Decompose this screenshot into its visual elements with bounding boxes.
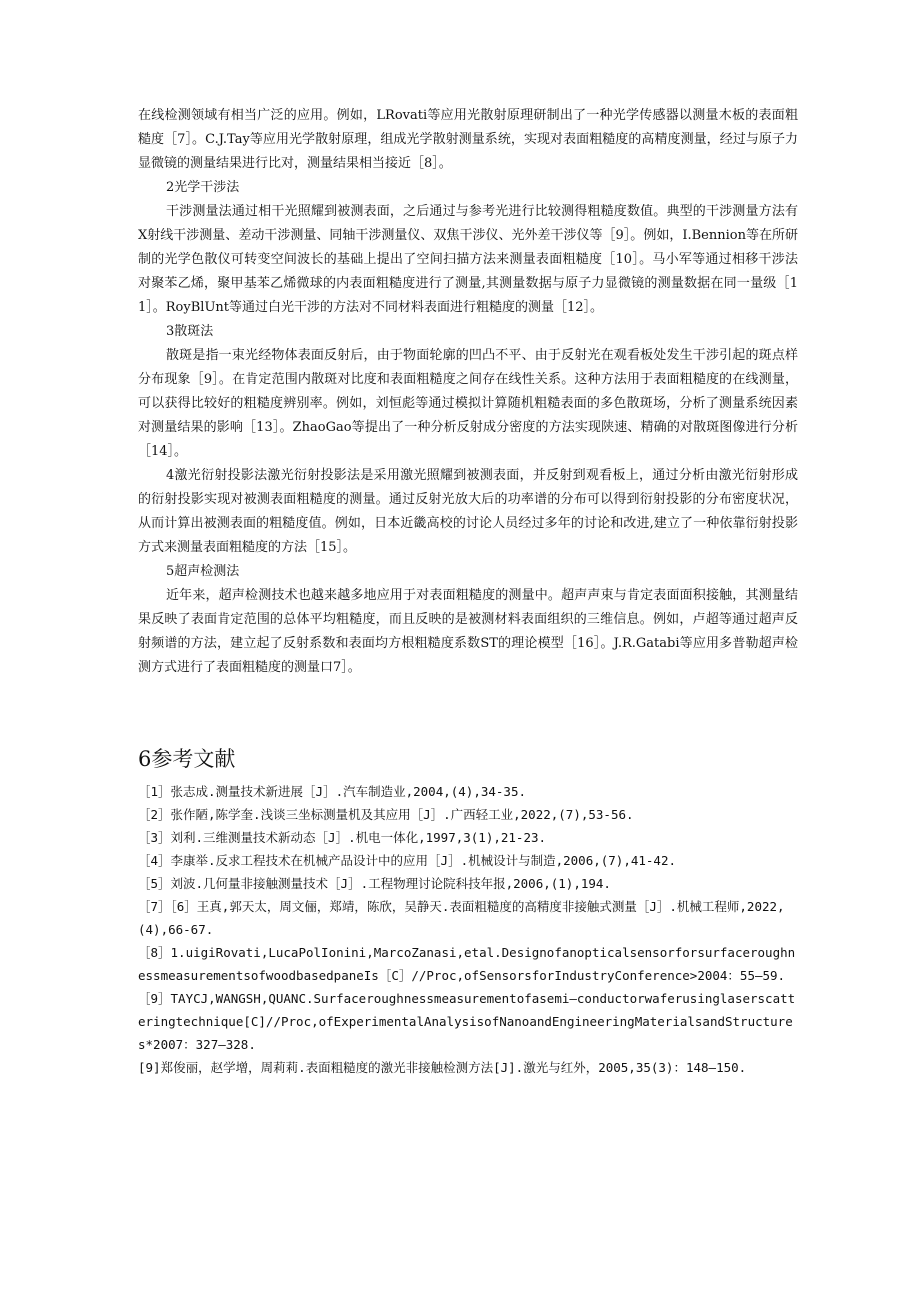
subsection-heading-interference: 2光学干涉法: [166, 180, 240, 195]
references-list: [138, 780, 798, 1079]
reference-item: ［4］李康举.反求工程技术在机械产品设计中的应用［J］.机械设计与制造,2006,(7),41-42.: [138, 853, 677, 868]
reference-item: ［5］刘波.几何量非接触测量技术［J］.工程物理讨论院科技年报,2006,(1),194.: [138, 876, 611, 891]
paragraph-intro: 在线检测领域有相当广泛的应用。例如，LRovati等应用光散射原理研制出了一种光学传感器以测量木板的表面粗糙度［7］。C.J.Tay等应用光学散射原理，组成光学散射测量系统，实现对表面粗糙度的高精度测量，经过与原子力显微镜的测量结果进行比对，测量结果相当接近［8］。: [138, 108, 798, 171]
reference-item: ［7］［6］王真,郭天太，周文俪，郑靖，陈欣，吴静天.表面粗糙度的高精度非接触式测量［J］.机械工程师,2022,(4),66-67.: [138, 899, 785, 937]
reference-item: ［2］张作陋,陈学奎.浅谈三坐标测量机及其应用［J］.广西轻工业,2022,(7),53-56.: [138, 807, 634, 822]
paragraph-speckle: 散斑是指一束光经物体表面反射后，由于物面轮廓的凹凸不平、由于反射光在观看板处发生干涉引起的斑点样分布现象［9］。在肯定范围内散斑对比度和表面粗糙度之间存在线性关系。这种方法用于表面粗糙度的在线测量，可以获得比较好的粗糙度辨别率。例如，刘恒彪等通过模拟计算随机粗糙表面的多色散斑场，分析了测量系统因素对测量结果的影响［13］。ZhaoGao等提出了一种分析反射成分密度的方法实现陕速、精确的对散斑图像进行分析［14］。: [138, 348, 798, 459]
document-page: [138, 104, 798, 1079]
reference-item: ［8］1.uigiRovati,LucaPolIonini,MarcoZanasi,etal.DesignofanopticalsensorforsurfaceroughnessmeasurementsofwoodbasedpaneIs［C］//Proc,ofSensorsforIndustryConference>2004：55—59.: [138, 945, 796, 983]
subsection-heading-speckle: 3散斑法: [166, 324, 214, 339]
subsection-heading-ultrasound: 5超声检测法: [166, 564, 240, 579]
reference-item: [9]郑俊丽，赵学增，周莉莉.表面粗糙度的激光非接触检测方法[J].激光与红外，2005,35(3)：148—150.: [138, 1060, 747, 1075]
paragraph-laser-diffraction: 4激光衍射投影法激光衍射投影法是采用激光照耀到被测表面，并反射到观看板上，通过分析由激光衍射形成的衍射投影实现对被测表面粗糙度的测量。通过反射光放大后的功率谱的分布可以得到衍射投影的分布密度状况，从而计算出被测表面的粗糙度值。例如，日本近畿高校的讨论人员经过多年的讨论和改进,建立了一种依靠衍射投影方式来测量表面粗糙度的方法［15］。: [138, 468, 798, 555]
reference-item: ［3］刘利.三维测量技术新动态［J］.机电一体化,1997,3(1),21-23.: [138, 830, 547, 845]
references-heading: 6参考文献: [138, 747, 236, 771]
reference-item: ［1］张志成.测量技术新进展［J］.汽车制造业,2004,(4),34-35.: [138, 784, 527, 799]
paragraph-interference: 干涉测量法通过相干光照耀到被测表面，之后通过与参考光进行比较测得粗糙度数值。典型的干涉测量方法有X射线干涉测量、差动干涉测量、同轴干涉测量仪、双焦干涉仪、光外差干涉仪等［9］。例如，I.Bennion等在所研制的光学色散仪可转变空间波长的基础上提出了空间扫描方法来测量表面粗糙度［10］。马小军等通过相移干涉法对聚苯乙烯，聚甲基苯乙烯微球的内表面粗糙度进行了测量,其测量数据与原子力显微镜的测量数据在同一量级［11］。RoyBlUnt等通过白光干涉的方法对不同材料表面进行粗糙度的测量［12］。: [138, 204, 798, 315]
paragraph-ultrasound: 近年来，超声检测技术也越来越多地应用于对表面粗糙度的测量中。超声声束与肯定表面面积接触，其测量结果反映了表面肯定范围的总体平均粗糙度，而且反映的是被测材料表面组织的三维信息。例如，卢超等通过超声反射频谱的方法，建立起了反射系数和表面均方根粗糙度系数ST的理论模型［16］。J.R.Gatabi等应用多普勒超声检测方式进行了表面粗糙度的测量口7］。: [138, 588, 798, 675]
reference-item: ［9］TAYCJ,WANGSH,QUANC.Surfaceroughnessmeasurementofasemi—conductorwaferusinglaserscatteringtechnique[C]//Proc,ofExperimentalAnalysisofNanoandEngineeringMaterialsandStructures*2007：327—328.: [138, 991, 796, 1052]
